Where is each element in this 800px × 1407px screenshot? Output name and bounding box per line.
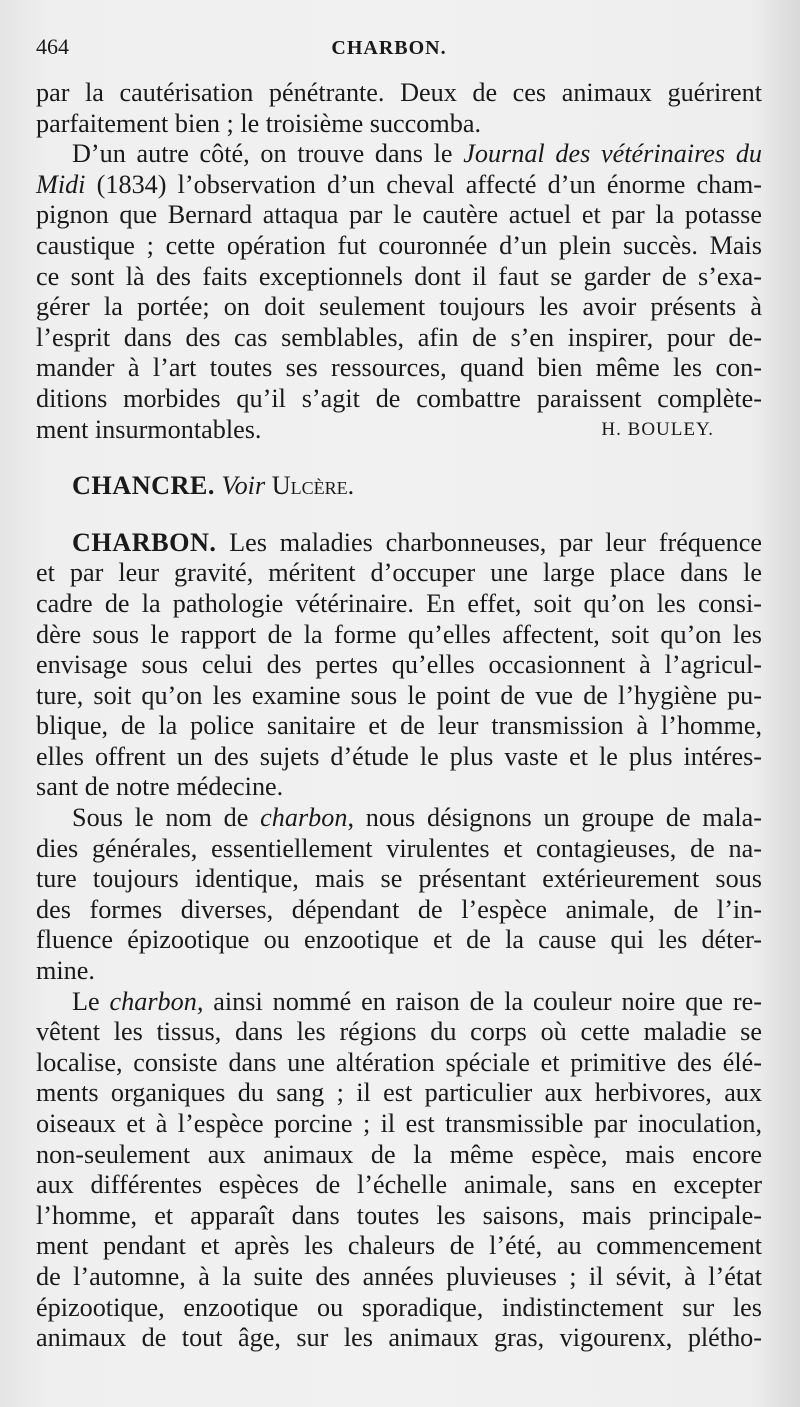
text-line: blique, de la police sanitaire et de leur transmission à l’homme, [36,711,762,741]
text-line: des formes diverses, dépendant de l’espèce animale, de l’in- [36,894,762,924]
see-label: Voir [221,471,266,501]
text-line [36,987,762,1018]
text-run: Les maladies charbonneuses, par leur fréquence [216,527,762,557]
text-line: ture, soit qu’on les examine sous le point de vue de l’hygiène pu- [36,680,762,710]
text-line: envisage sous celui des pertes qu’elles occasionnent à l’agricul- [36,650,762,680]
text-line [36,139,762,170]
text-run: ainsi nommé en raison de la couleur noire que re- [203,986,762,1016]
entry-heading: CHANCRE. [72,471,215,501]
page-number: 464 [36,34,69,59]
emphasis: charbon [260,803,348,833]
text-line: caustique ; cette opération fut couronnée d’un plein succès. Mais [36,230,762,260]
paragraph-1 [36,78,762,139]
text-line: épizootique, enzootique ou sporadique, indistinctement sur les [36,1292,762,1322]
text-line: ment pendant et après les chaleurs de l’été, au commencement [36,1231,762,1261]
text-line: cadre de la pathologie vétérinaire. En effet, soit qu’on les consi- [36,588,762,618]
text-line: non-seulement aux animaux de la même espèce, mais encore [36,1139,762,1169]
running-title: CHARBON. [331,37,447,59]
text-line: de l’automne, à la suite des années pluvieuses ; il sévit, à l’état [36,1261,762,1291]
text-line: sant de notre médecine. [36,772,284,802]
text-run: Sous le nom de [72,803,261,833]
text-line: l’homme, et apparaît dans toutes les saisons, mais principale- [36,1200,762,1230]
text-run: Le [72,986,110,1016]
author-signature: H. BOULEY. [601,418,714,440]
text-line: vêtent les tissus, dans les régions du corps où cette maladie se [36,1017,762,1047]
text-line [36,170,762,201]
text-line: par la cautérisation pénétrante. Deux de ces animaux guérirent [36,78,762,107]
text-line: mander à l’art toutes ses ressources, quand bien même les con- [36,353,762,383]
text-line: animaux de tout âge, sur les animaux gras, vigourenx, plétho- [36,1323,762,1353]
entry-charbon [36,528,762,803]
text-line: ce sont là des faits exceptionnels dont il faut se garder de s’exa- [36,261,762,291]
text-line: parfaitement bien ; le troisième succomba. [36,108,482,138]
page-header [36,34,762,78]
text-line: elles offrent un des sujets d’étude le plus vaste et le plus intéres- [36,741,762,771]
spacer [36,445,762,471]
cross-reference-link[interactable]: Ulcère. [271,471,355,501]
text-line: l’esprit dans des cas semblables, afin de s’en inspirer, pour de- [36,322,762,352]
paragraph-4 [36,803,762,987]
text-line [36,803,762,834]
emphasis: charbon, [109,986,204,1016]
text-line: pignon que Bernard attaqua par le cautère actuel et par la potasse [36,200,762,230]
text-line: dère sous le rapport de la forme qu’elles affectent, soit qu’on les [36,619,762,649]
text-line: et par leur gravité, méritent d’occuper une large place dans le [36,558,762,588]
spacer [36,502,762,528]
text-line: aux différentes espèces de l’échelle animale, sans en excepter [36,1170,762,1200]
text-run: D’un autre côté, on trouve dans le [72,139,464,169]
paragraph-5 [36,987,762,1354]
text-line [36,415,762,446]
journal-title: Journal des vétérinaires du [463,139,763,169]
text-line: mine. [36,956,95,986]
text-line: ture toujours identique, mais se présentant extérieurement sous [36,864,762,894]
text-run: ment insurmontables. [36,414,262,444]
text-line: ments organiques du sang ; il est particulier aux herbivores, aux [36,1078,762,1108]
text-run: , nous désignons un groupe de mala- [347,803,762,833]
text-line: gérer la portée; on doit seulement toujours les avoir présents à [36,292,762,322]
journal-title-cont: Midi [36,169,86,199]
text-line: dies générales, essentiellement virulentes et contagieuses, de na- [36,833,762,863]
text-line: localise, consiste dans une altération spéciale et primitive des élé- [36,1047,762,1077]
entry-chancre [36,471,762,502]
text-line: fluence épizootique ou enzootique et de la cause qui les déter- [36,925,762,955]
text-line: ditions morbides qu’il s’agit de combattre paraissent complète- [36,383,762,413]
text-line [36,528,762,559]
text-line: oiseaux et à l’espèce porcine ; il est transmissible par inoculation, [36,1109,762,1138]
entry-heading: CHARBON. [72,527,217,557]
paragraph-2 [36,139,762,445]
text-run: (1834) l’observation d’un cheval affecté d’un énorme cham- [85,169,762,199]
